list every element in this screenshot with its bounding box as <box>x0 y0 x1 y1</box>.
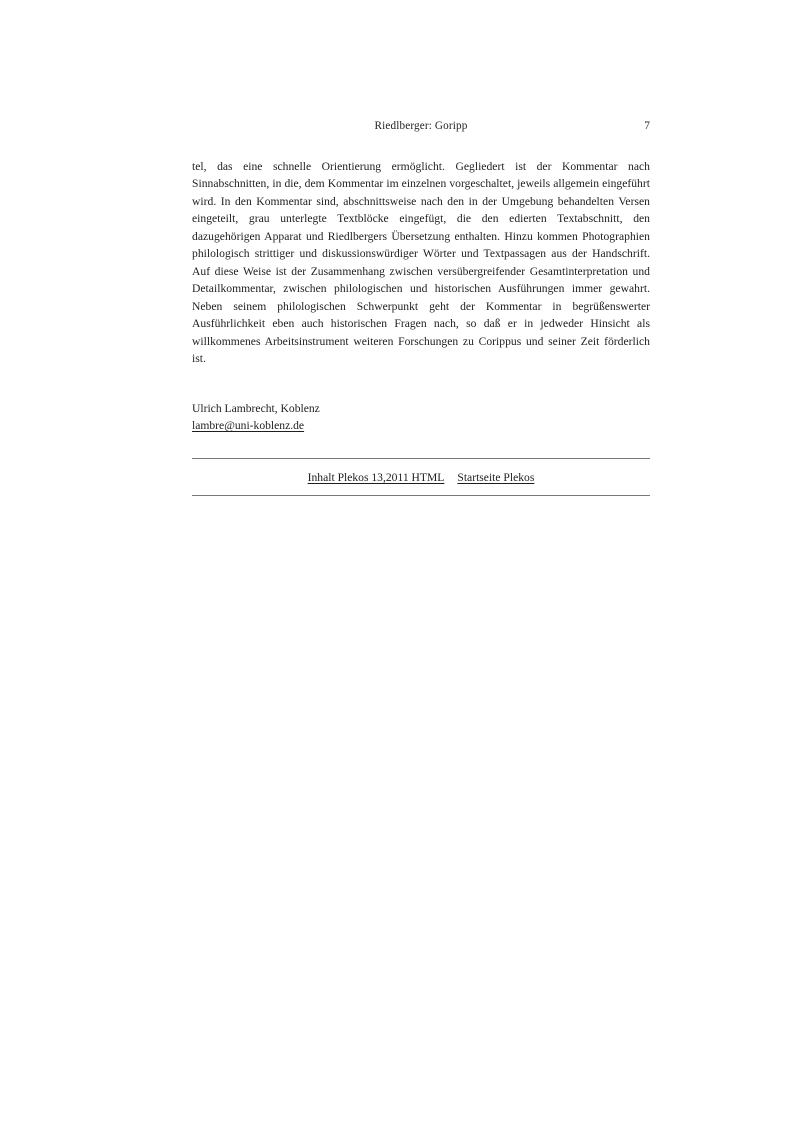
running-header <box>192 118 650 134</box>
author-email-link[interactable]: lambre@uni-koblenz.de <box>192 419 305 433</box>
page-footer <box>192 458 650 496</box>
footer-link-row <box>192 459 650 495</box>
footer-rule-bottom <box>192 495 650 496</box>
footer-link-inhalt-plekos[interactable]: Inhalt Plekos 13,2011 HTML <box>307 470 445 484</box>
author-signature-block <box>192 400 650 435</box>
body-text-block <box>192 158 650 367</box>
author-name: Ulrich Lambrecht, Koblenz <box>192 402 320 415</box>
review-paragraph: tel, das eine schnelle Orientierung ermöglicht. Gegliedert ist der Kommentar nach Sinnabschnitten, in die, dem Kommentar im einzelnen vorgeschaltet, jeweils allgemein eingeführt wird. In den Kommentar sind, abschnittsweise nach den in der Umgebung behandelten Versen eingeteilt, grau unterlegte Textblöcke eingefügt, die den edierten Textabschnitt, den dazugehörigen Apparat und Riedlbergers Übersetzung enthalten. Hinzu kommen Photographien philologisch strittiger und diskussionswürdiger Wörter und Textpassagen aus der Handschrift. Auf diese Weise ist der Zusammenhang zwischen versübergreifender Gesamtinterpretation und Detailkommentar, zwischen philologischen und historischen Ausführungen immer gewahrt. Neben seinem philologischen Schwerpunkt geht der Kommentar in begrüßenswerter Ausführlichkeit eben auch historischen Fragen nach, so daß er in jedweder Hinsicht als willkommenes Arbeitsinstrument weiteren Forschungen zu Corippus und seiner Zeit förderlich ist. <box>192 160 650 365</box>
running-head-title: Riedlberger: Goripp <box>374 120 468 132</box>
page-number: 7 <box>644 120 650 132</box>
footer-link-startseite-plekos[interactable]: Startseite Plekos <box>457 470 535 484</box>
